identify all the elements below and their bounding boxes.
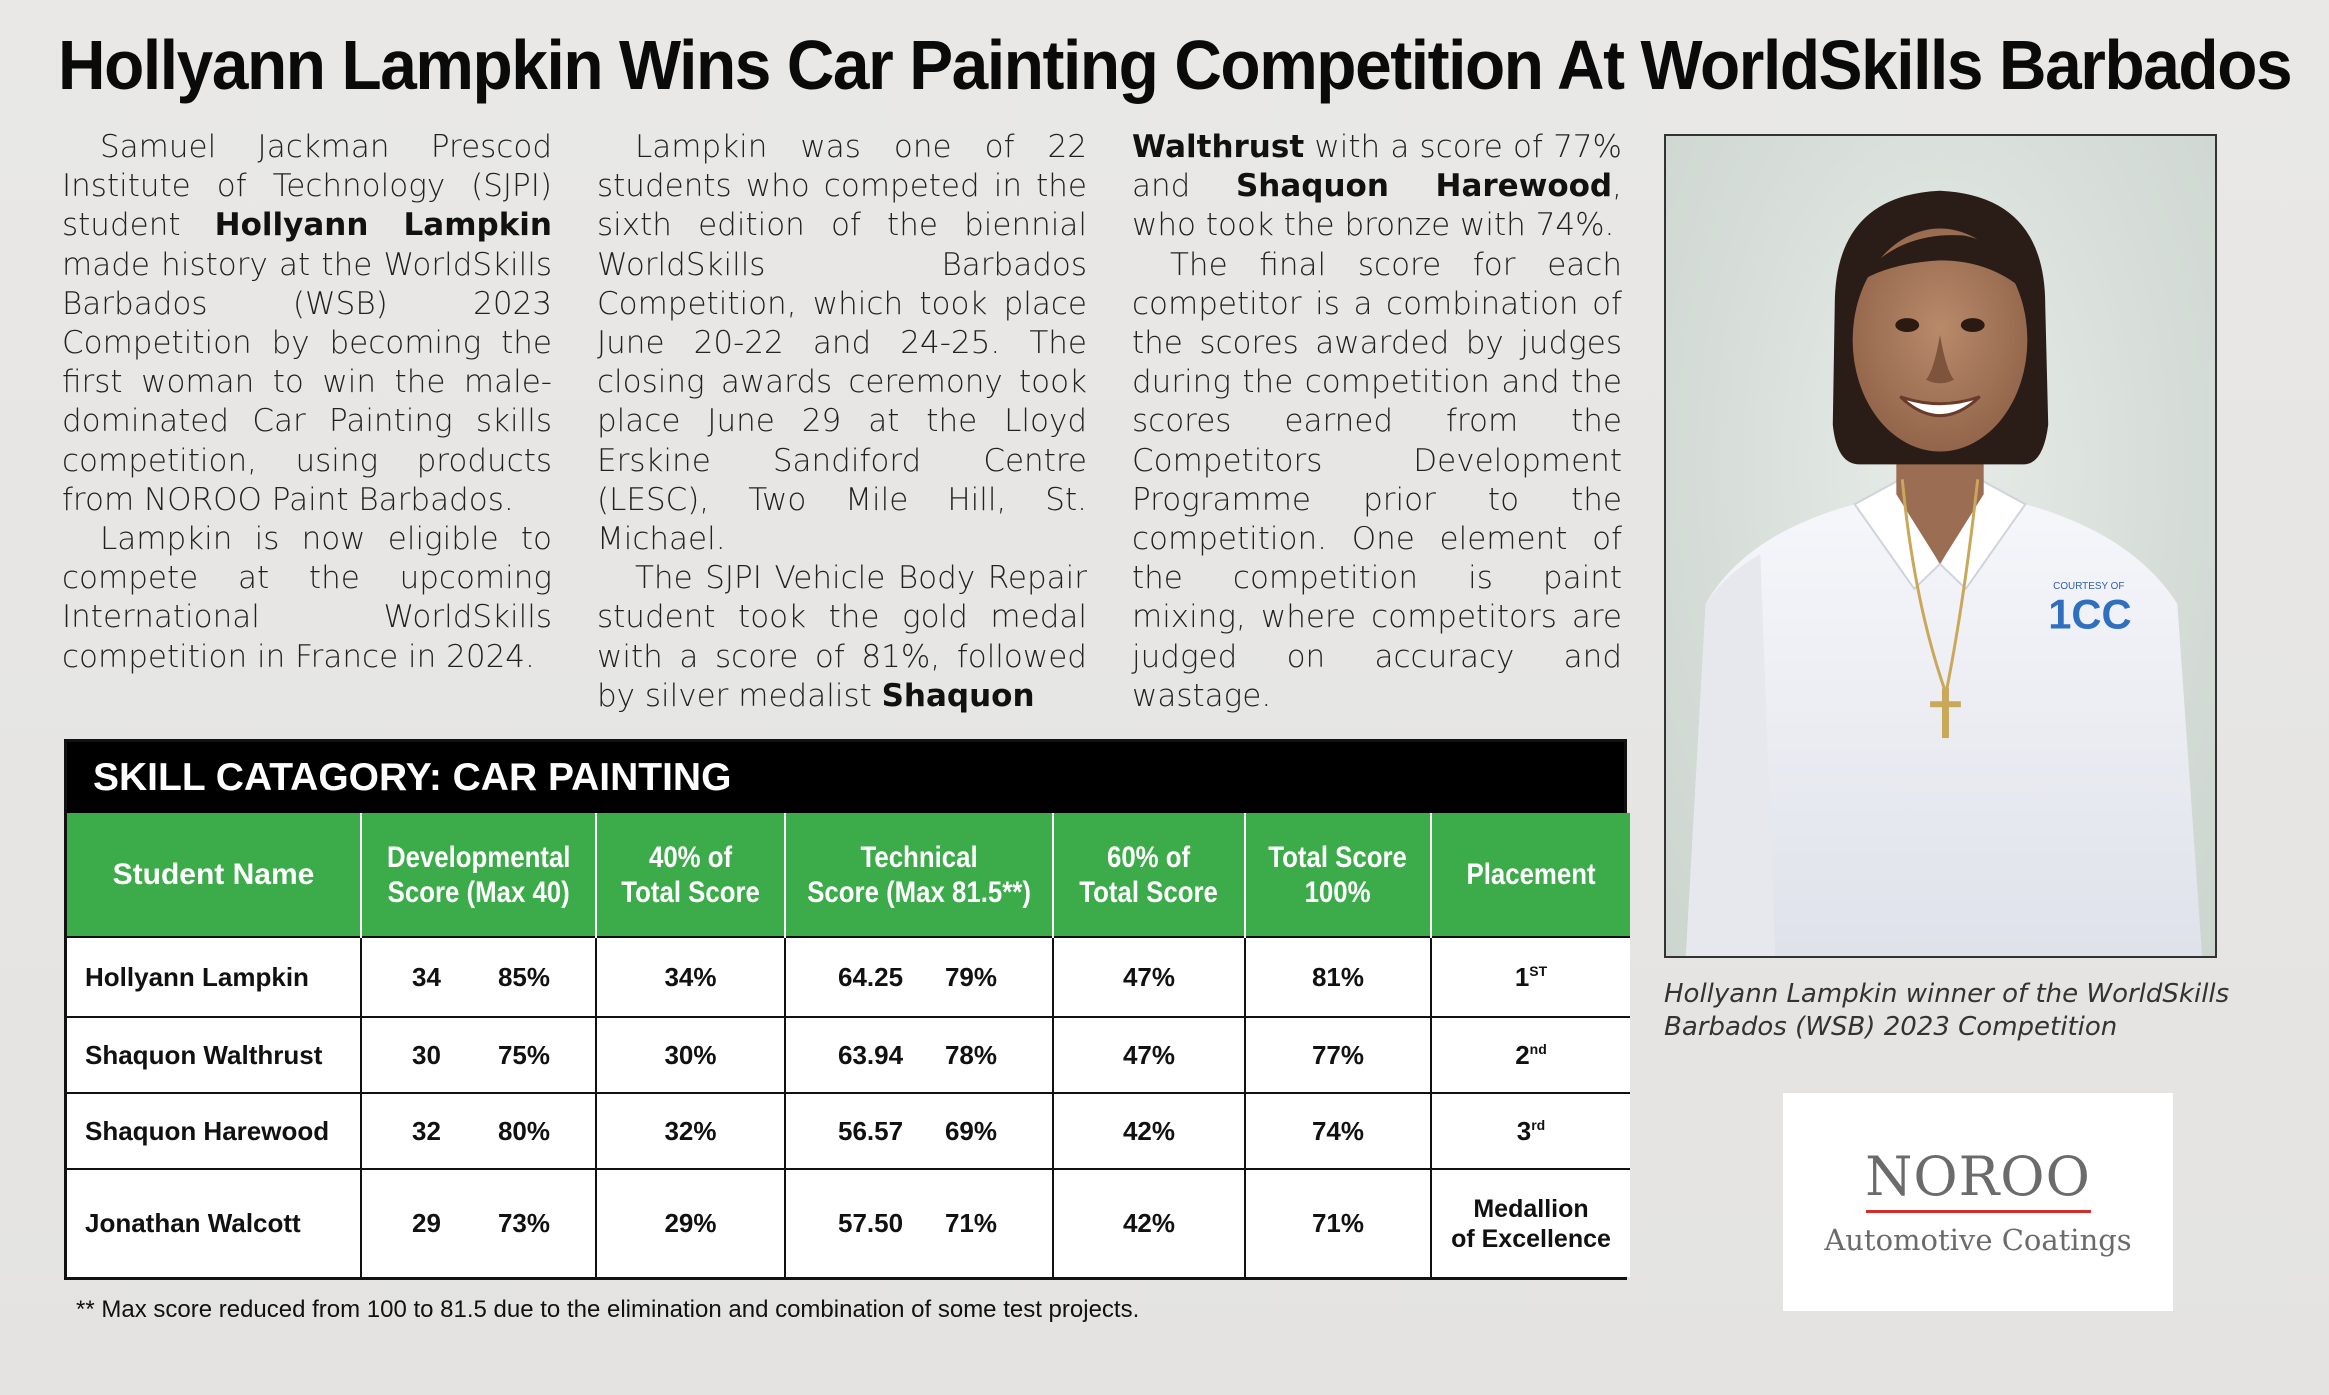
bold-name: Shaquon Harewood: [1235, 168, 1613, 205]
pct60-score: 42%: [1053, 1169, 1245, 1277]
header-40-percent: 40% of Total Score: [596, 813, 785, 937]
student-name: Hollyann Lampkin: [67, 937, 361, 1017]
shirt-logo: [2048, 581, 2131, 638]
bold-name: Walthrust: [1132, 129, 1305, 165]
logo-subtitle: Automotive Coatings: [1824, 1222, 2132, 1257]
header-placement: Placement: [1431, 813, 1630, 937]
pct40-score: 30%: [596, 1017, 785, 1093]
winner-photo: [1664, 134, 2217, 958]
header-student-name: Student Name: [67, 813, 361, 937]
logo-name: NOROO: [1865, 1144, 2091, 1208]
table-title: SKILL CATAGORY: CAR PAINTING: [67, 742, 1624, 813]
header-technical: Technical Score (Max 81.5**): [785, 813, 1053, 937]
table-row: [67, 1093, 1630, 1169]
dev-score: 32 80%: [361, 1093, 596, 1169]
table-header-row: [67, 813, 1630, 937]
student-name: Shaquon Walthrust: [67, 1017, 361, 1093]
tech-score: 57.50 71%: [785, 1169, 1053, 1277]
total-score: 81%: [1245, 937, 1431, 1017]
paragraph: Lampkin was one of 22 students who competed in the sixth edition of the biennial WorldSkills Barbados Competition, which took place June 20-22 and 24-25. The closing awards ceremony took place June 29 at the Lloyd Erskine Sandiford Centre (LESC), Two Mile Hill, St. Michael.: [597, 129, 1087, 558]
table-row: [67, 937, 1630, 1017]
table-row: [67, 1017, 1630, 1093]
pct40-score: 29%: [596, 1169, 785, 1277]
photo-caption: Hollyann Lampkin winner of the WorldSkills Barbados (WSB) 2023 Competition: [1664, 979, 2230, 1042]
svg-text:COURTESY OF: COURTESY OF: [2053, 580, 2125, 592]
article-column-3: [1132, 128, 1622, 716]
tech-score: 56.57 69%: [785, 1093, 1053, 1169]
total-score: 71%: [1245, 1169, 1431, 1277]
pct60-score: 42%: [1053, 1093, 1245, 1169]
header-developmental: Developmental Score (Max 40): [361, 813, 596, 937]
portrait-illustration: [1666, 136, 2215, 956]
tech-score: 63.94 78%: [785, 1017, 1053, 1093]
paragraph: Walthrust with a score of 77% and Shaquon Harewood, who took the bronze with 74%.: [1132, 129, 1622, 244]
bold-name: Shaquon: [881, 677, 1035, 714]
bold-name: Hollyann Lampkin: [214, 207, 553, 244]
headline: Hollyann Lampkin Wins Car Painting Competition At WorldSkills Barbados: [58, 26, 2292, 104]
placement: Medallion of Excellence: [1431, 1169, 1630, 1277]
dev-score: 29 73%: [361, 1169, 596, 1277]
placement: 1ST: [1431, 937, 1630, 1017]
paragraph: Lampkin is now eligible to compete at the upcoming International WorldSkills competition in France in 2024.: [62, 521, 552, 675]
student-name: Jonathan Walcott: [67, 1169, 361, 1277]
results-table: [64, 739, 1627, 1280]
pct40-score: 34%: [596, 937, 785, 1017]
pct60-score: 47%: [1053, 937, 1245, 1017]
header-total-score: Total Score 100%: [1245, 813, 1431, 937]
noroo-logo: [1783, 1093, 2173, 1311]
dev-score: 34 85%: [361, 937, 596, 1017]
svg-text:1CC: 1CC: [2048, 590, 2132, 638]
table-row: [67, 1169, 1630, 1277]
pct40-score: 32%: [596, 1093, 785, 1169]
header-60-percent: 60% of Total Score: [1053, 813, 1245, 937]
paragraph: The final score for each competitor is a combination of the scores awarded by judges during the competition and the scores earned from the Competitors Development Programme prior to the competition. One element of the competition is paint mixing, where competitors are judged on accuracy and wastage.: [1132, 246, 1622, 714]
placement: 3rd: [1431, 1093, 1630, 1169]
paragraph: The SJPI Vehicle Body Repair student took the gold medal with a score of 81%, followed by silver medalist Shaquon: [597, 560, 1087, 714]
article-column-2: [597, 128, 1087, 716]
logo-divider: [1866, 1210, 2091, 1213]
pct60-score: 47%: [1053, 1017, 1245, 1093]
scores-table: [67, 813, 1630, 1277]
paragraph: Samuel Jackman Prescod Institute of Technology (SJPI) student Hollyann Lampkin made history at the WorldSkills Barbados (WSB) 2023 Competition by becoming the first woman to win the male-dominated Car Painting skills competition, using products from NOROO Paint Barbados.: [62, 129, 553, 518]
total-score: 74%: [1245, 1093, 1431, 1169]
placement: 2nd: [1431, 1017, 1630, 1093]
dev-score: 30 75%: [361, 1017, 596, 1093]
student-name: Shaquon Harewood: [67, 1093, 361, 1169]
table-footnote: ** Max score reduced from 100 to 81.5 due to the elimination and combination of some test projects.: [76, 1296, 1140, 1323]
total-score: 77%: [1245, 1017, 1431, 1093]
tech-score: 64.25 79%: [785, 937, 1053, 1017]
article-column-1: [62, 128, 552, 677]
